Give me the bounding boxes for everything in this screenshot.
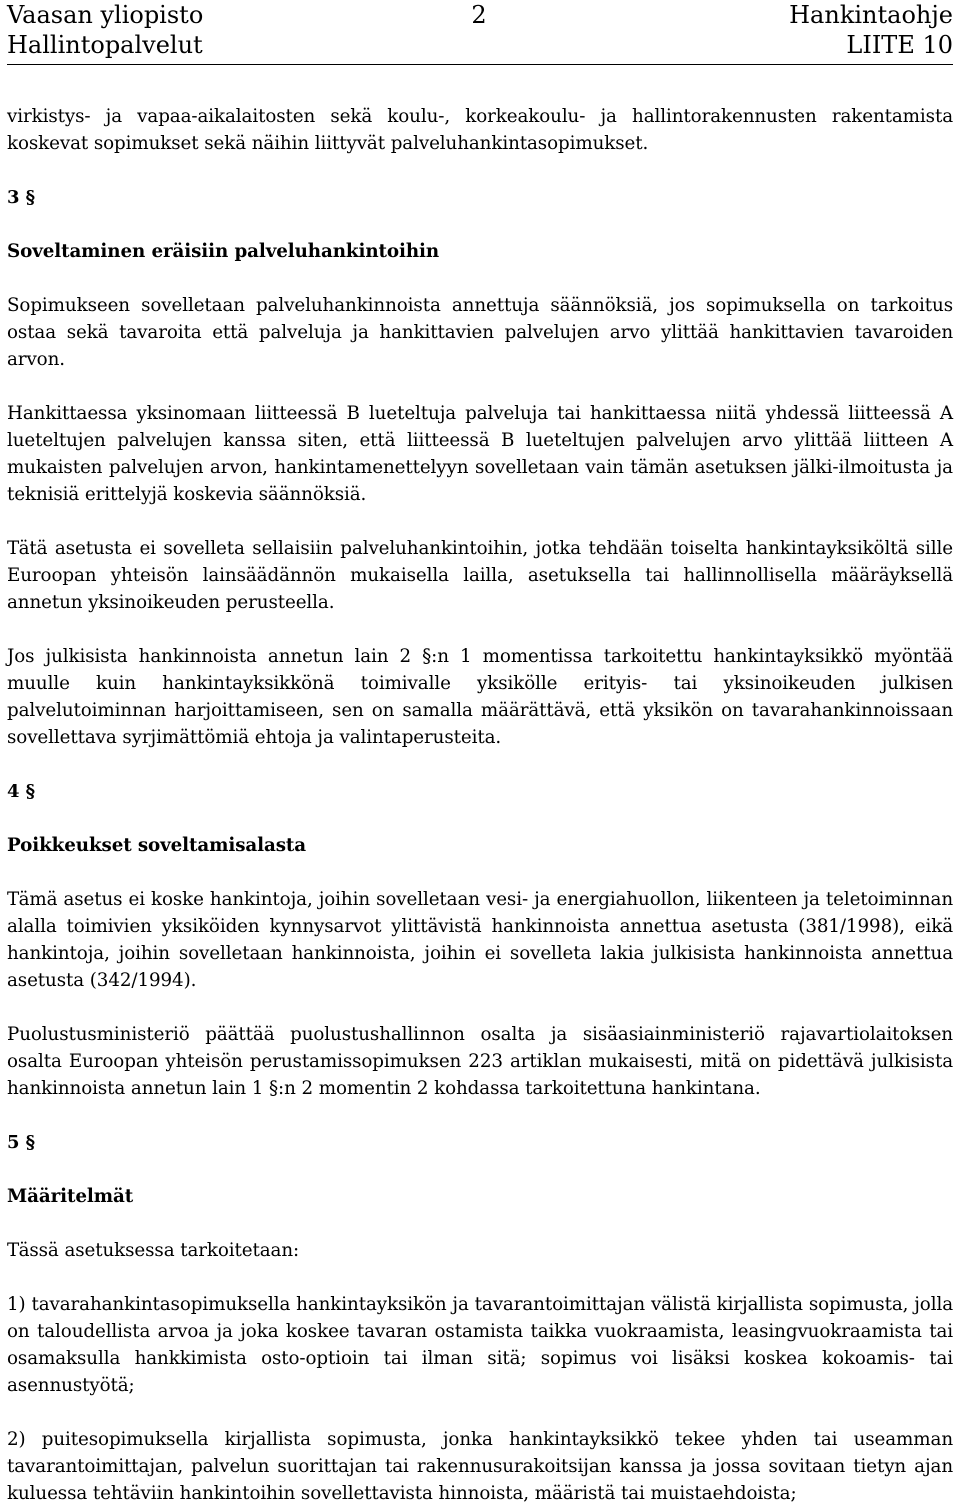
header-page-number: 2 (471, 1, 487, 29)
section-4-paragraph-1: Tämä asetus ei koske hankintoja, joihin sovelletaan vesi- ja energiahuollon, liikenteen ja teletoiminnan alalla toimivien yksiköiden kynnysarvot ylittävistä hankinnoista annettua asetusta (381/1998), eikä hankintoja, joihin sovelletaan hankinnoista, joihin ei sovelleta lakia julkisista hankinnoista annettua asetusta (342/1994). (7, 889, 953, 991)
section-3-title: Soveltaminen eräisiin palveluhankintoihin (7, 241, 440, 262)
section-4-paragraph-2: Puolustusministeriö päättää puolustushallinnon osalta ja sisäasiainministeriö rajavartiolaitoksen osalta Euroopan yhteisön perustamissopimuksen 223 artiklan mukaisesti, mitä on pidettävä julkisista hankinnoista annetun lain 1 §:n 2 momentin 2 kohdassa tarkoitettuna hankintana. (7, 1024, 953, 1099)
section-3-paragraph-1: Sopimukseen sovelletaan palveluhankinnoista annettuja säännöksiä, jos sopimuksella on tarkoitus ostaa sekä tavaroita että palveluja ja hankittavien palvelujen arvo ylittää hankittavien tavaroiden arvon. (7, 295, 953, 370)
section-5-number: 5 § (7, 1132, 35, 1153)
section-5-item-2: 2) puitesopimuksella kirjallista sopimusta, jonka hankintayksikkö tekee yhden tai useamman tavarantoimittajan, palvelun suorittajan tai rakennusurakoitsijan kanssa ja jossa sovitaan tietyn ajan kuluessa tehtäviin hankintoihin sovellettavista hinnoista, määristä tai muistaehdoista; (7, 1429, 953, 1504)
intro-paragraph: virkistys- ja vapaa-aikalaitosten sekä koulu-, korkeakoulu- ja hallintorakennusten rakentamista koskevat sopimukset sekä näihin liittyvät palveluhankintasopimukset. (7, 106, 953, 154)
section-5-title: Määritelmät (7, 1186, 134, 1207)
document-body (7, 103, 953, 1507)
header-organization: Vaasan yliopisto (7, 1, 204, 29)
document-page (7, 0, 953, 1504)
section-3-number: 3 § (7, 187, 35, 208)
section-3-paragraph-2: Hankittaessa yksinomaan liitteessä B lueteltuja palveluja tai hankittaessa niitä yhdessä liitteessä A lueteltujen palvelujen kanssa siten, että liitteessä B lueteltujen palvelujen arvo ylittää liitteen A mukaisten palvelujen arvon, hankintamenettelyyn sovelletaan vain tämän asetuksen jälki-ilmoitusta ja teknisiä erittelyjä koskevia säännöksiä. (7, 403, 953, 505)
section-3-paragraph-4: Jos julkisista hankinnoista annetun lain 2 §:n 1 momentissa tarkoitettu hankintayksikkö myöntää muulle kuin hankintayksikkönä toimivalle yksikölle erityis- tai yksinoikeuden julkisen palvelutoiminnan harjoittamiseen, sen on samalla määrättävä, että yksikön on tavarahankinnoissaan sovellettava syrjimättömiä ehtoja ja valintaperusteita. (7, 646, 953, 748)
header-appendix: LIITE 10 (846, 31, 953, 59)
section-4-title: Poikkeukset soveltamisalasta (7, 835, 307, 856)
header-unit: Hallintopalvelut (7, 31, 203, 59)
page-header (7, 0, 953, 64)
header-rule (7, 64, 953, 65)
section-5-lead: Tässä asetuksessa tarkoitetaan: (7, 1240, 300, 1261)
section-3-paragraph-3: Tätä asetusta ei sovelleta sellaisiin palveluhankintoihin, jotka tehdään toiselta hankintayksiköltä sille Euroopan yhteisön lainsäädännön mukaisella lailla, asetuksella tai hallinnollisella määräyksellä annetun yksinoikeuden perusteella. (7, 538, 953, 613)
header-document-title: Hankintaohje (789, 1, 953, 29)
section-5-item-1: 1) tavarahankintasopimuksella hankintayksikön ja tavarantoimittajan välistä kirjallista sopimusta, jolla on taloudellista arvoa ja joka koskee tavaran ostamista taikka vuokraamista, leasingvuokraamista tai osamaksulla hankkimista osto-optioin tai ilman sitä; sopimus voi lisäksi koskea kokoamis- tai asennustyötä; (7, 1294, 953, 1396)
section-4-number: 4 § (7, 781, 35, 802)
